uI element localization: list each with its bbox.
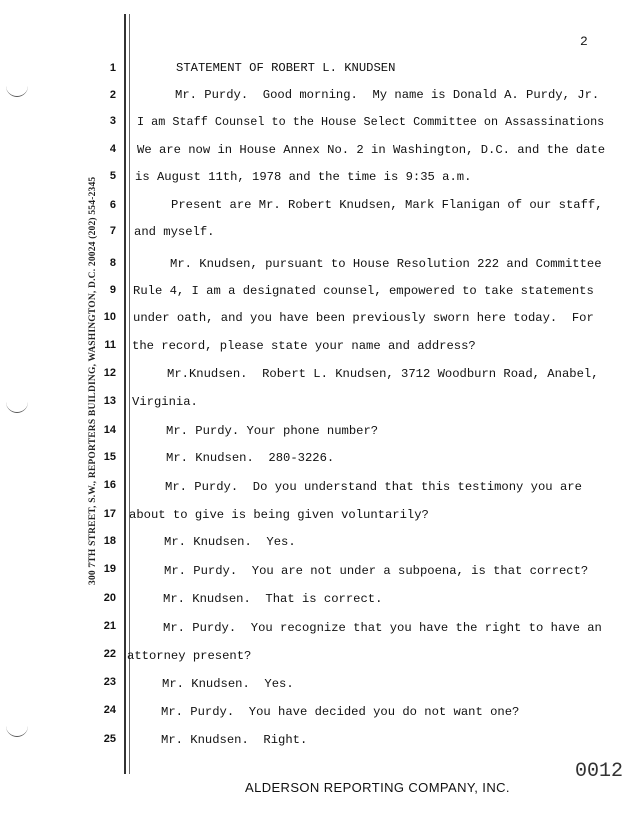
line-number: 8 xyxy=(109,257,116,269)
page-stamp-number: 0012 xyxy=(575,760,624,783)
line-number: 16 xyxy=(103,479,116,491)
line-number: 1 xyxy=(109,62,116,74)
transcript-line: We are now in House Annex No. 2 in Washington, D.C. and the date xyxy=(137,143,606,157)
binder-hole-mark xyxy=(6,86,28,97)
line-number: 20 xyxy=(103,592,116,604)
transcript-line: Virginia. xyxy=(132,395,198,409)
transcript-line: Mr. Purdy. You are not under a subpoena, is that correct? xyxy=(164,564,589,578)
reporter-address-margin: 300 7TH STREET, S.W., REPORTERS BUILDING, WASHINGTON, D.C. 20024 (202) 554-2345 xyxy=(88,176,98,585)
transcript-line: under oath, and you have been previously sworn here today. For xyxy=(133,311,594,325)
transcript-line: the record, please state your name and address? xyxy=(132,339,476,353)
transcript-line: Rule 4, I am a designated counsel, empowered to take statements xyxy=(133,284,594,298)
line-number: 14 xyxy=(103,424,116,436)
transcript-line: about to give is being given voluntarily? xyxy=(129,508,429,522)
transcript-line: Mr. Knudsen. Yes. xyxy=(162,677,294,691)
reporting-company-footer: ALDERSON REPORTING COMPANY, INC. xyxy=(245,780,510,795)
line-number: 24 xyxy=(103,704,116,716)
line-number: 15 xyxy=(103,451,116,463)
transcript-line: Mr. Knudsen. 280-3226. xyxy=(166,451,335,465)
transcript-line: Mr. Knudsen, pursuant to House Resolution 222 and Committee xyxy=(170,257,602,271)
transcript-line: Mr. Purdy. Your phone number? xyxy=(166,424,379,438)
transcript-line: Mr. Knudsen. That is correct. xyxy=(163,592,383,606)
line-number: 21 xyxy=(103,620,116,632)
transcript-line: Mr. Purdy. Good morning. My name is Donald A. Purdy, Jr. xyxy=(175,88,600,102)
line-number: 2 xyxy=(109,89,116,101)
transcript-line: I am Staff Counsel to the House Select Committee on Assassinations xyxy=(137,115,605,129)
line-number: 5 xyxy=(109,170,116,182)
line-number: 10 xyxy=(103,311,116,323)
binder-hole-mark xyxy=(6,402,28,413)
line-number: 11 xyxy=(104,339,116,351)
transcript-line: is August 11th, 1978 and the time is 9:35 a.m. xyxy=(135,170,472,184)
transcript-line: and myself. xyxy=(134,225,215,239)
line-number: 6 xyxy=(109,199,116,211)
transcript-line: Mr.Knudsen. Robert L. Knudsen, 3712 Woodburn Road, Anabel, xyxy=(167,367,599,381)
statement-heading: STATEMENT OF ROBERT L. KNUDSEN xyxy=(176,61,396,75)
margin-rule-thick xyxy=(124,14,126,774)
line-number: 3 xyxy=(109,115,116,127)
line-number: 12 xyxy=(103,367,116,379)
transcript-line: Present are Mr. Robert Knudsen, Mark Flanigan of our staff, xyxy=(171,198,603,212)
line-number: 19 xyxy=(103,563,116,575)
transcript-line: attorney present? xyxy=(127,649,252,663)
line-number: 18 xyxy=(103,535,116,547)
line-number: 7 xyxy=(109,225,116,237)
transcript-line: Mr. Purdy. You have decided you do not want one? xyxy=(161,705,520,719)
line-number: 4 xyxy=(109,143,116,155)
line-number: 22 xyxy=(103,648,116,660)
line-number: 25 xyxy=(103,733,116,745)
transcript-line: Mr. Knudsen. Yes. xyxy=(164,535,296,549)
line-number: 23 xyxy=(103,676,116,688)
line-number: 13 xyxy=(103,395,116,407)
binder-hole-mark xyxy=(6,726,28,737)
line-number: 17 xyxy=(103,508,116,520)
transcript-line: Mr. Knudsen. Right. xyxy=(161,733,308,747)
transcript-line: Mr. Purdy. You recognize that you have the right to have an xyxy=(163,621,602,635)
page-number: 2 xyxy=(580,34,588,49)
transcript-line: Mr. Purdy. Do you understand that this testimony you are xyxy=(165,480,582,494)
line-number: 9 xyxy=(109,284,116,296)
